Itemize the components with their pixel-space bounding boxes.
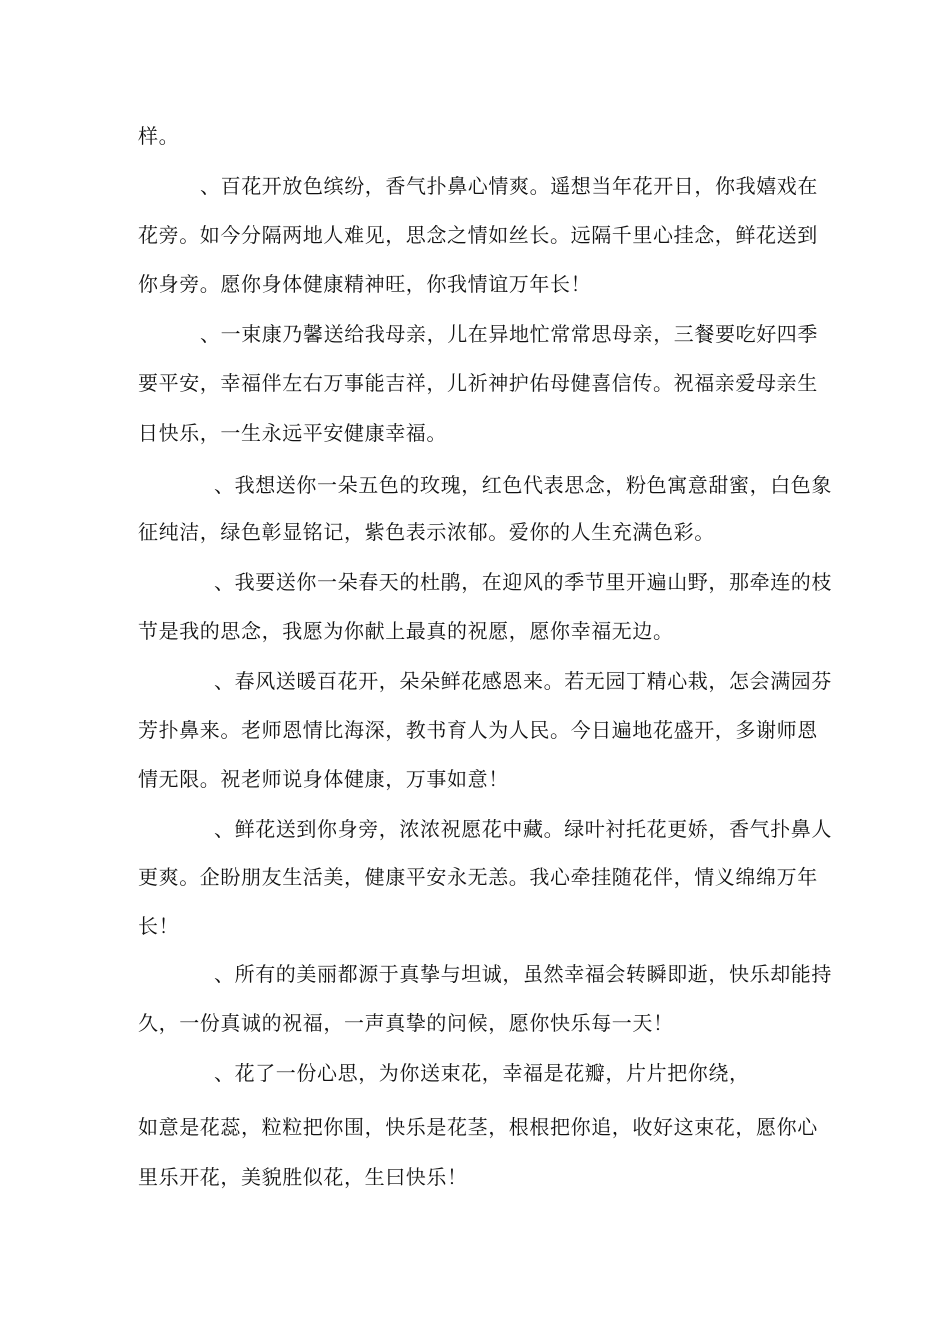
text-line: 、花了一份心思，为你送束花，幸福是花瓣，片片把你绕， [214,1061,750,1085]
text-line: 如意是花蕊，粒粒把你围，快乐是花茎，根根把你追，收好这束花，愿你心 [138,1115,818,1139]
text-line: 征纯洁，绿色彰显铭记，紫色表示浓郁。爱你的人生充满色彩。 [138,520,715,544]
text-line: 、所有的美丽都源于真挚与坦诚，虽然幸福会转瞬即逝，快乐却能持 [214,962,832,986]
text-line: 久，一份真诚的祝福，一声真挚的问候，愿你快乐每一天！ [138,1011,674,1035]
text-line: 情无限。祝老师说身体健康，万事如意！ [138,767,509,791]
text-line: 、我要送你一朵春天的杜鹃，在迎风的季节里开遍山野，那牵连的枝 [214,570,832,594]
text-line: 、鲜花送到你身旁，浓浓祝愿花中藏。绿叶衬托花更娇，香气扑鼻人 [214,817,832,841]
text-line: 、一束康乃馨送给我母亲，儿在异地忙常常思母亲，三餐要吃好四季 [200,322,818,346]
text-line: 你身旁。愿你身体健康精神旺，你我情谊万年长！ [138,272,592,296]
text-line: 花旁。如今分隔两地人难见，思念之情如丝长。远隔千里心挂念，鲜花送到 [138,223,818,247]
text-line: 里乐开花，美貌胜似花，生曰快乐！ [138,1165,468,1189]
text-line: 、春风送暖百花开，朵朵鲜花感恩来。若无园丁精心栽，怎会满园芬 [214,669,832,693]
text-line: 节是我的思念，我愿为你献上最真的祝愿，愿你幸福无边。 [138,619,674,643]
text-line: 要平安，幸福伴左右万事能吉祥，儿祈神护佑母健喜信传。祝福亲爱母亲生 [138,371,818,395]
text-line: 日快乐，一生永远平安健康幸福。 [138,421,447,445]
text-line: 芳扑鼻来。老师恩情比海深，教书育人为人民。今日遍地花盛开，多谢师恩 [138,718,818,742]
text-line: 更爽。企盼朋友生活美，健康平安永无恙。我心牵挂随花伴，情义绵绵万年 [138,865,818,889]
text-line: 样。 [138,124,180,148]
text-line: 、百花开放色缤纷，香气扑鼻心情爽。遥想当年花开日，你我嬉戏在 [200,174,818,198]
text-line: 、我想送你一朵五色的玫瑰，红色代表思念，粉色寓意甜蜜，白色象 [214,473,832,497]
text-line: 长！ [138,914,180,938]
